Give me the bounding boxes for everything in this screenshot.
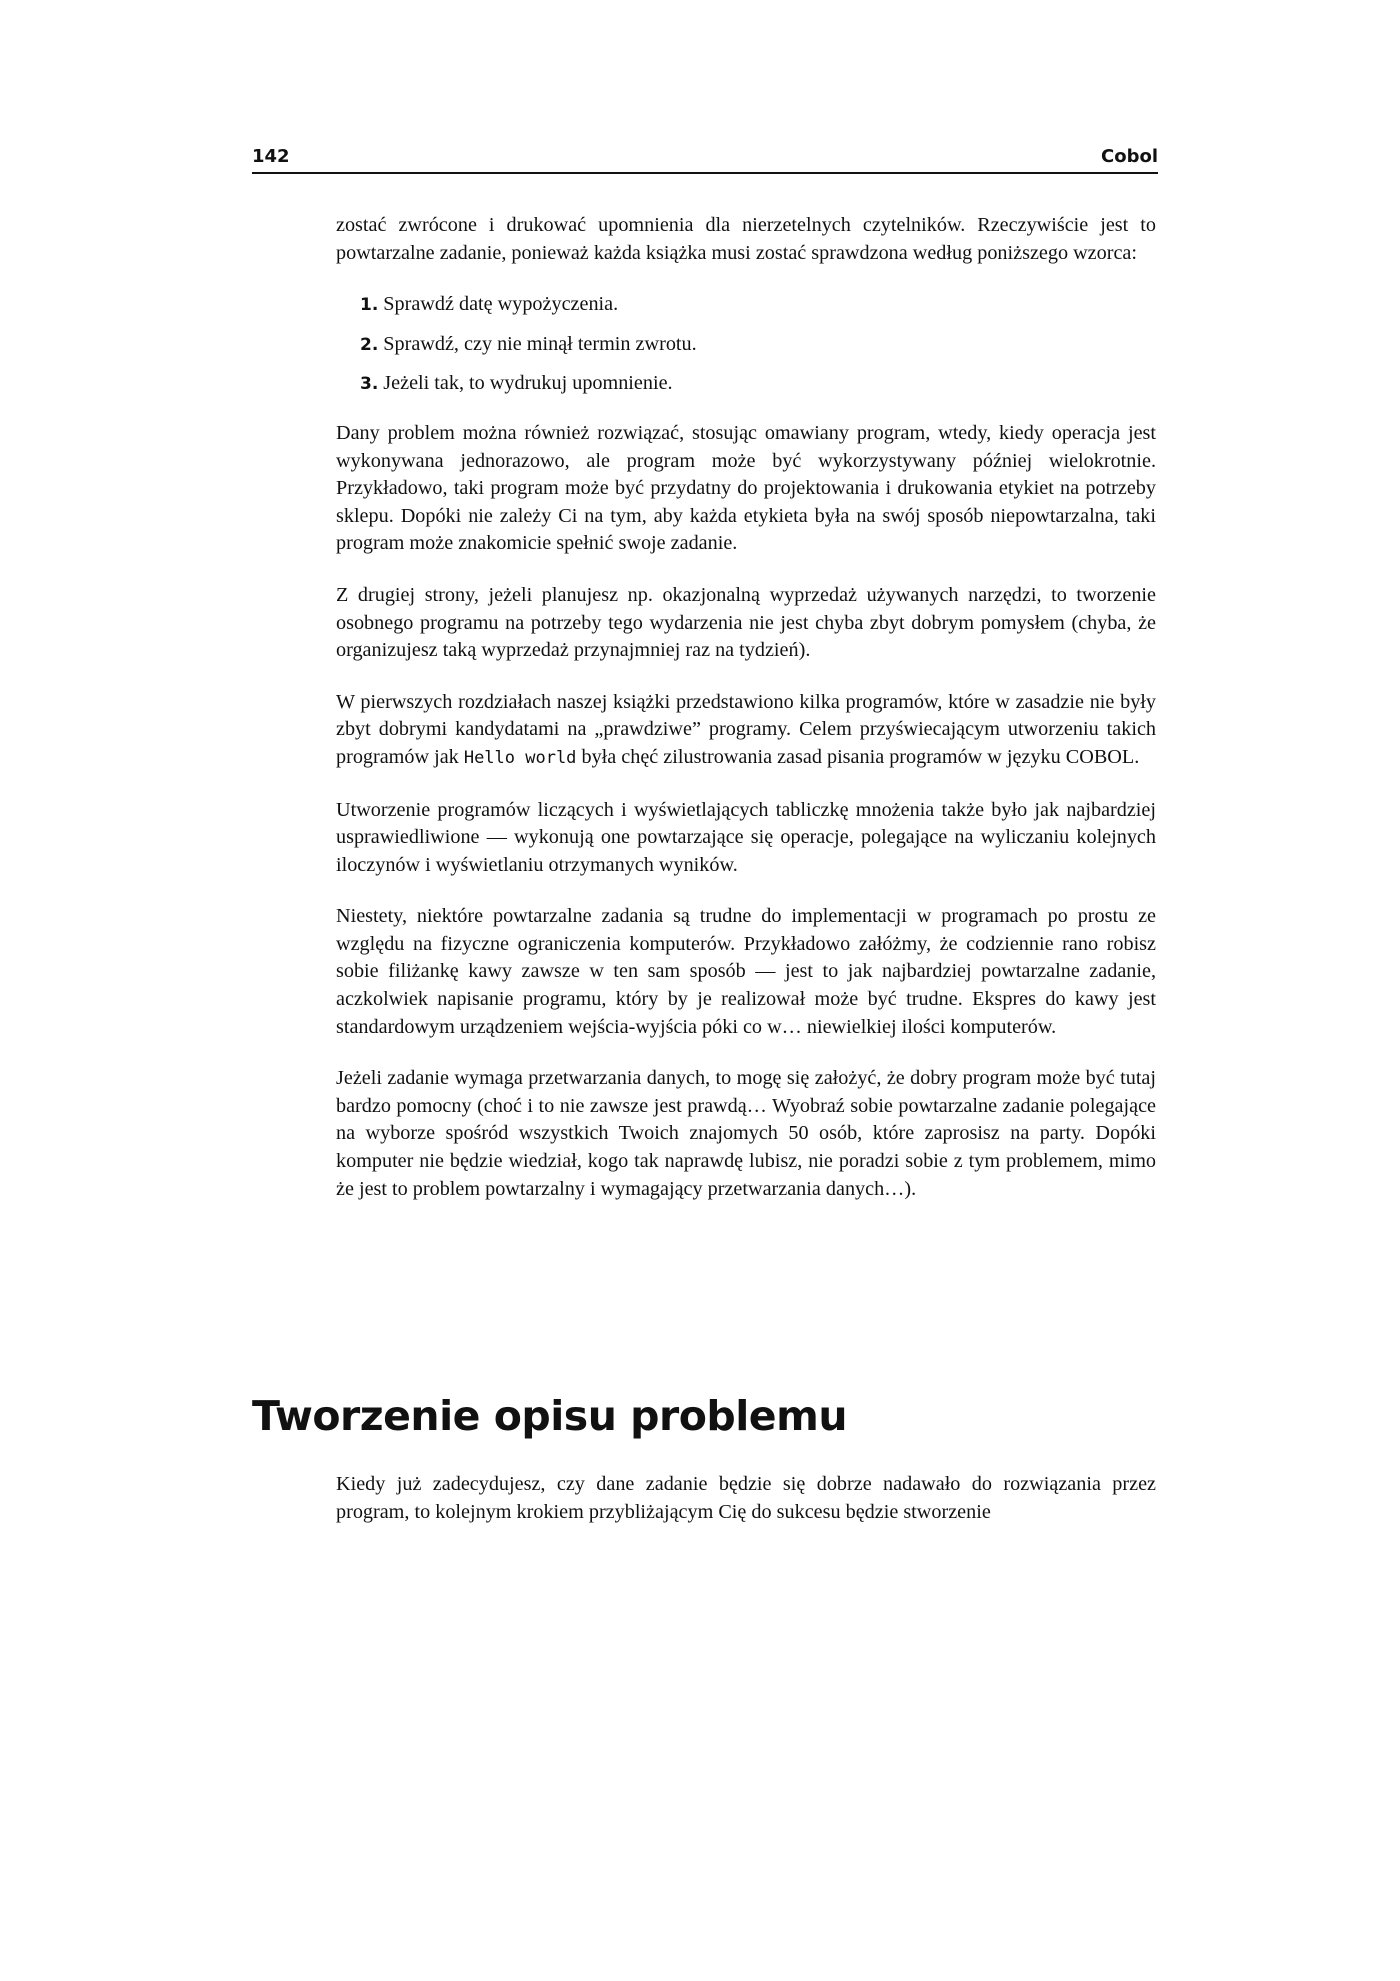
section-text xyxy=(336,1471,1156,1526)
list-text: Jeżeli tak, to wydrukuj upomnienie. xyxy=(383,372,673,395)
paragraph-6: Jeżeli zadanie wymaga przetwarzania danych, to mogę się założyć, że dobry program może być tutaj bardzo pomocny (choć i to nie zawsze jest prawdą… Wyobraź sobie powtarzalne zadanie polegające na wyborze spośród wszystkich Twoich znajomych 50 osób, które zaprosisz na party. Dopóki komputer nie będzie wiedział, kogo tak naprawdę lubisz, nie poradzi sobie z tym problemem, mimo że jest to problem powtarzalny i wymagający przetwarzania danych…). xyxy=(336,1067,1156,1200)
list-number: 3. xyxy=(360,374,379,395)
running-header xyxy=(252,146,1158,174)
section-heading: Tworzenie opisu problemu xyxy=(252,1392,848,1440)
main-text xyxy=(336,212,1156,1227)
paragraph-3-text-end: była chęć zilustrowania zasad pisania programów w języku COBOL. xyxy=(576,745,1140,768)
page-number: 142 xyxy=(252,146,290,167)
list-text: Sprawdź datę wypożyczenia. xyxy=(383,293,619,316)
list-item xyxy=(360,370,1156,399)
steps-list xyxy=(336,291,1156,399)
paragraph-1: Dany problem można również rozwiązać, stosując omawiany program, wtedy, kiedy operacja jest wykonywana jednorazowo, ale program może być wykorzystywany później wielokrotnie. Przykładowo, taki program może być przydatny do projektowania i drukowania etykiet na potrzeby sklepu. Dopóki nie zależy Ci na tym, aby każda etykieta była na swój sposób niepowtarzalna, taki program może znakomicie spełnić swoje zadanie. xyxy=(336,421,1156,555)
book-title: Cobol xyxy=(1101,146,1158,167)
paragraph-4: Utworzenie programów liczących i wyświetlających tabliczkę mnożenia także było jak najbardziej usprawiedliwione — wykonują one powtarzające się operacje, polegające na wyliczaniu kolejnych iloczynów i wyświetlaniu otrzymanych wyników. xyxy=(336,798,1156,876)
paragraph-3-text-start: W pierwszych rozdziałach naszej książki przedstawiono kilka programów, które w zasadzie nie były zbyt dobrymi kandydatami na „prawdziwe” programy. Celem przyświecającym utworzeniu takich programów jak xyxy=(336,690,1156,768)
code-snippet: Hello world xyxy=(463,747,577,768)
list-number: 2. xyxy=(360,334,379,355)
section-paragraph: Kiedy już zadecydujesz, czy dane zadanie będzie się dobrze nadawało do rozwiązania przez program, to kolejnym krokiem przybliżającym Cię do sukcesu będzie stworzenie xyxy=(336,1473,1156,1523)
paragraph-5: Niestety, niektóre powtarzalne zadania są trudne do implementacji w programach po prostu ze względu na fizyczne ograniczenia komputerów. Przykładowo załóżmy, że codziennie rano robisz sobie filiżankę kawy zawsze w ten sam sposób — jest to jak najbardziej powtarzalne zadanie, aczkolwiek napisanie programu, który by je realizował może być trudne. Ekspres do kawy jest standardowym urządzeniem wejścia-wyjścia póki co w… niewielkiej ilości komputerów. xyxy=(336,905,1156,1038)
paragraph-3 xyxy=(336,689,1156,773)
paragraph-2: Z drugiej strony, jeżeli planujesz np. okazjonalną wyprzedaż używanych narzędzi, to tworzenie osobnego programu na potrzeby tego wydarzenia nie jest chyba zbyt dobrym pomysłem (chyba, że organizujesz taką wyprzedaż przynajmniej raz na tydzień). xyxy=(336,583,1156,662)
list-item xyxy=(360,331,1156,360)
list-item xyxy=(360,291,1156,320)
list-text: Sprawdź, czy nie minął termin zwrotu. xyxy=(383,332,697,355)
list-number: 1. xyxy=(360,295,379,316)
intro-paragraph: zostać zwrócone i drukować upomnienia dla nierzetelnych czytelników. Rzeczywiście jest to powtarzalne zadanie, ponieważ każda książka musi zostać sprawdzona według poniższego wzorca: xyxy=(336,214,1156,264)
